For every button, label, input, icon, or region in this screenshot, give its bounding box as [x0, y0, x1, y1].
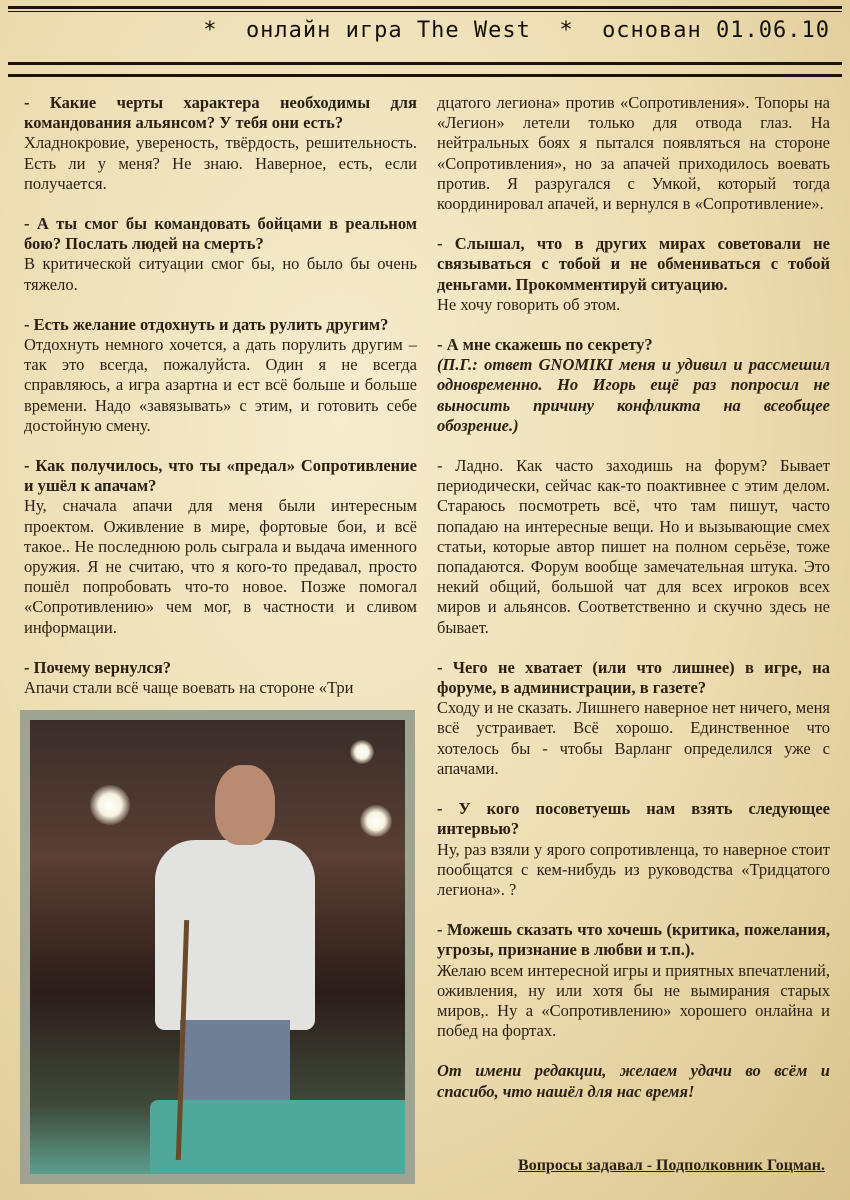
answer: Хладнокровие, увереность, твёрдость, решительность. Есть ли у меня? Не знаю. Наверное, есть, если получается.: [24, 133, 417, 193]
closing-remark: От имени редакции, желаем удачи во всём и спасибо, что нашёл для нас время!: [437, 1061, 830, 1101]
answer: В критической ситуации смог бы, но было бы очень тяжело.: [24, 254, 417, 294]
question: - Можешь сказать что хочешь (критика, пожелания, угрозы, признание в любви и т.п.).: [437, 920, 830, 960]
answer: Ну, раз взяли у ярого сопротивленца, то наверное стоит пообщатся с кем-нибудь из руководства «Тридцатого легиона». ?: [437, 839, 830, 899]
answer-continuation: дцатого легиона» против «Сопротивления». Топоры на «Легион» летели только для отвода глаз. На нейтральных боях я пытался появляться на стороне «Сопротивления», но за апачей приходилось воевать против. Я разругался с Умкой, который тогда координировал апачей, и вернулся в «Сопротивление».: [437, 93, 830, 214]
header-rule-bottom-second: [8, 74, 842, 77]
answer: Отдохнуть немного хочется, а дать порулить другим – так это всегда, пожалуйста. Один я не всегда справляюсь, а игра азартна и ест всё больше и больше времени. Надо «завязывать» с этим, и готовить себе достойную смену.: [24, 335, 417, 435]
question: - Почему вернулся?: [24, 657, 172, 677]
answer: Апачи стали всё чаще воевать на стороне «Три: [24, 678, 354, 698]
question: - Слышал, что в других мирах советовали не связываться с тобой и не обмениваться с тобой деньгами. Прокомментируй ситуацию.: [437, 234, 830, 294]
question: - Как получилось, что ты «предал» Сопротивление и ушёл к апачам?: [24, 456, 417, 496]
answer: Ну, сначала апачи для меня были интересным проектом. Оживление в мире, фортовые бои, и всё такое.. Не последнюю роль сыграла и выдача именного оружия. Я не считаю, что я кого-то предавал, просто пошёл попробовать что-то новое. Позже помогал «Сопротивлению» чем мог, в частности и сливом информации.: [24, 496, 417, 637]
question: - У кого посоветуешь нам взять следующее интервью?: [437, 799, 830, 839]
question: - А ты смог бы командовать бойцами в реальном бою? Послать людей на смерть?: [24, 214, 417, 254]
interviewee-photo: [30, 720, 405, 1174]
interviewee-photo-frame: [20, 710, 415, 1184]
editor-note: (П.Г.: ответ GNOMIKI меня и удивил и рассмешил одновременно. Но Игорь ещё раз попросил не выносить причину конфликта на всеобщее обозрение.): [437, 355, 830, 435]
question: - А мне скажешь по секрету?: [437, 335, 653, 355]
header-rule-top: [8, 6, 842, 9]
answer: Желаю всем интересной игры и приятных впечатлений, оживления, ну или хотя бы не вымирания старых миров,. Ну а «Сопротивлению» хорошего онлайна и побед на фортах.: [437, 960, 830, 1041]
answer: Не хочу говорить об этом.: [437, 294, 621, 314]
header-title: * онлайн игра The West * основан 01.06.10: [203, 18, 830, 43]
author-signature: Вопросы задавал - Подполковник Гоцман.: [518, 1157, 825, 1174]
question: - Есть желание отдохнуть и дать рулить другим?: [24, 314, 389, 334]
right-column: [437, 93, 830, 1102]
question: - Какие черты характера необходимы для командования альянсом? У тебя они есть?: [24, 93, 417, 133]
header-rule-top-thin: [8, 11, 842, 12]
left-column: [24, 93, 417, 698]
page-header: [0, 0, 850, 80]
header-rule-bottom: [8, 62, 842, 65]
question: - Чего не хватает (или что лишнее) в игре, на форуме, в администрации, в газете?: [437, 657, 830, 698]
answer: - Ладно. Как часто заходишь на форум? Бывает периодически, сейчас как-то поактивнее с этим делом. Стараюсь посмотреть всё, что там пишут, часто попадаю на интересные вещи. Но и вызывающие смех статьи, которые автор пишет на полном серьёзе, тоже попадаются. Форум вообще замечательная штука. Это некий общий, большой чат для всех игроков всех миров и альянсов. Соответственно и скучно здесь не бывает.: [437, 456, 830, 637]
answer: Сходу и не сказать. Лишнего наверное нет ничего, меня всё устраивает. Всё хорошо. Единственное что хотелось бы - чтобы Варланг определился уже с апачами.: [437, 698, 830, 778]
